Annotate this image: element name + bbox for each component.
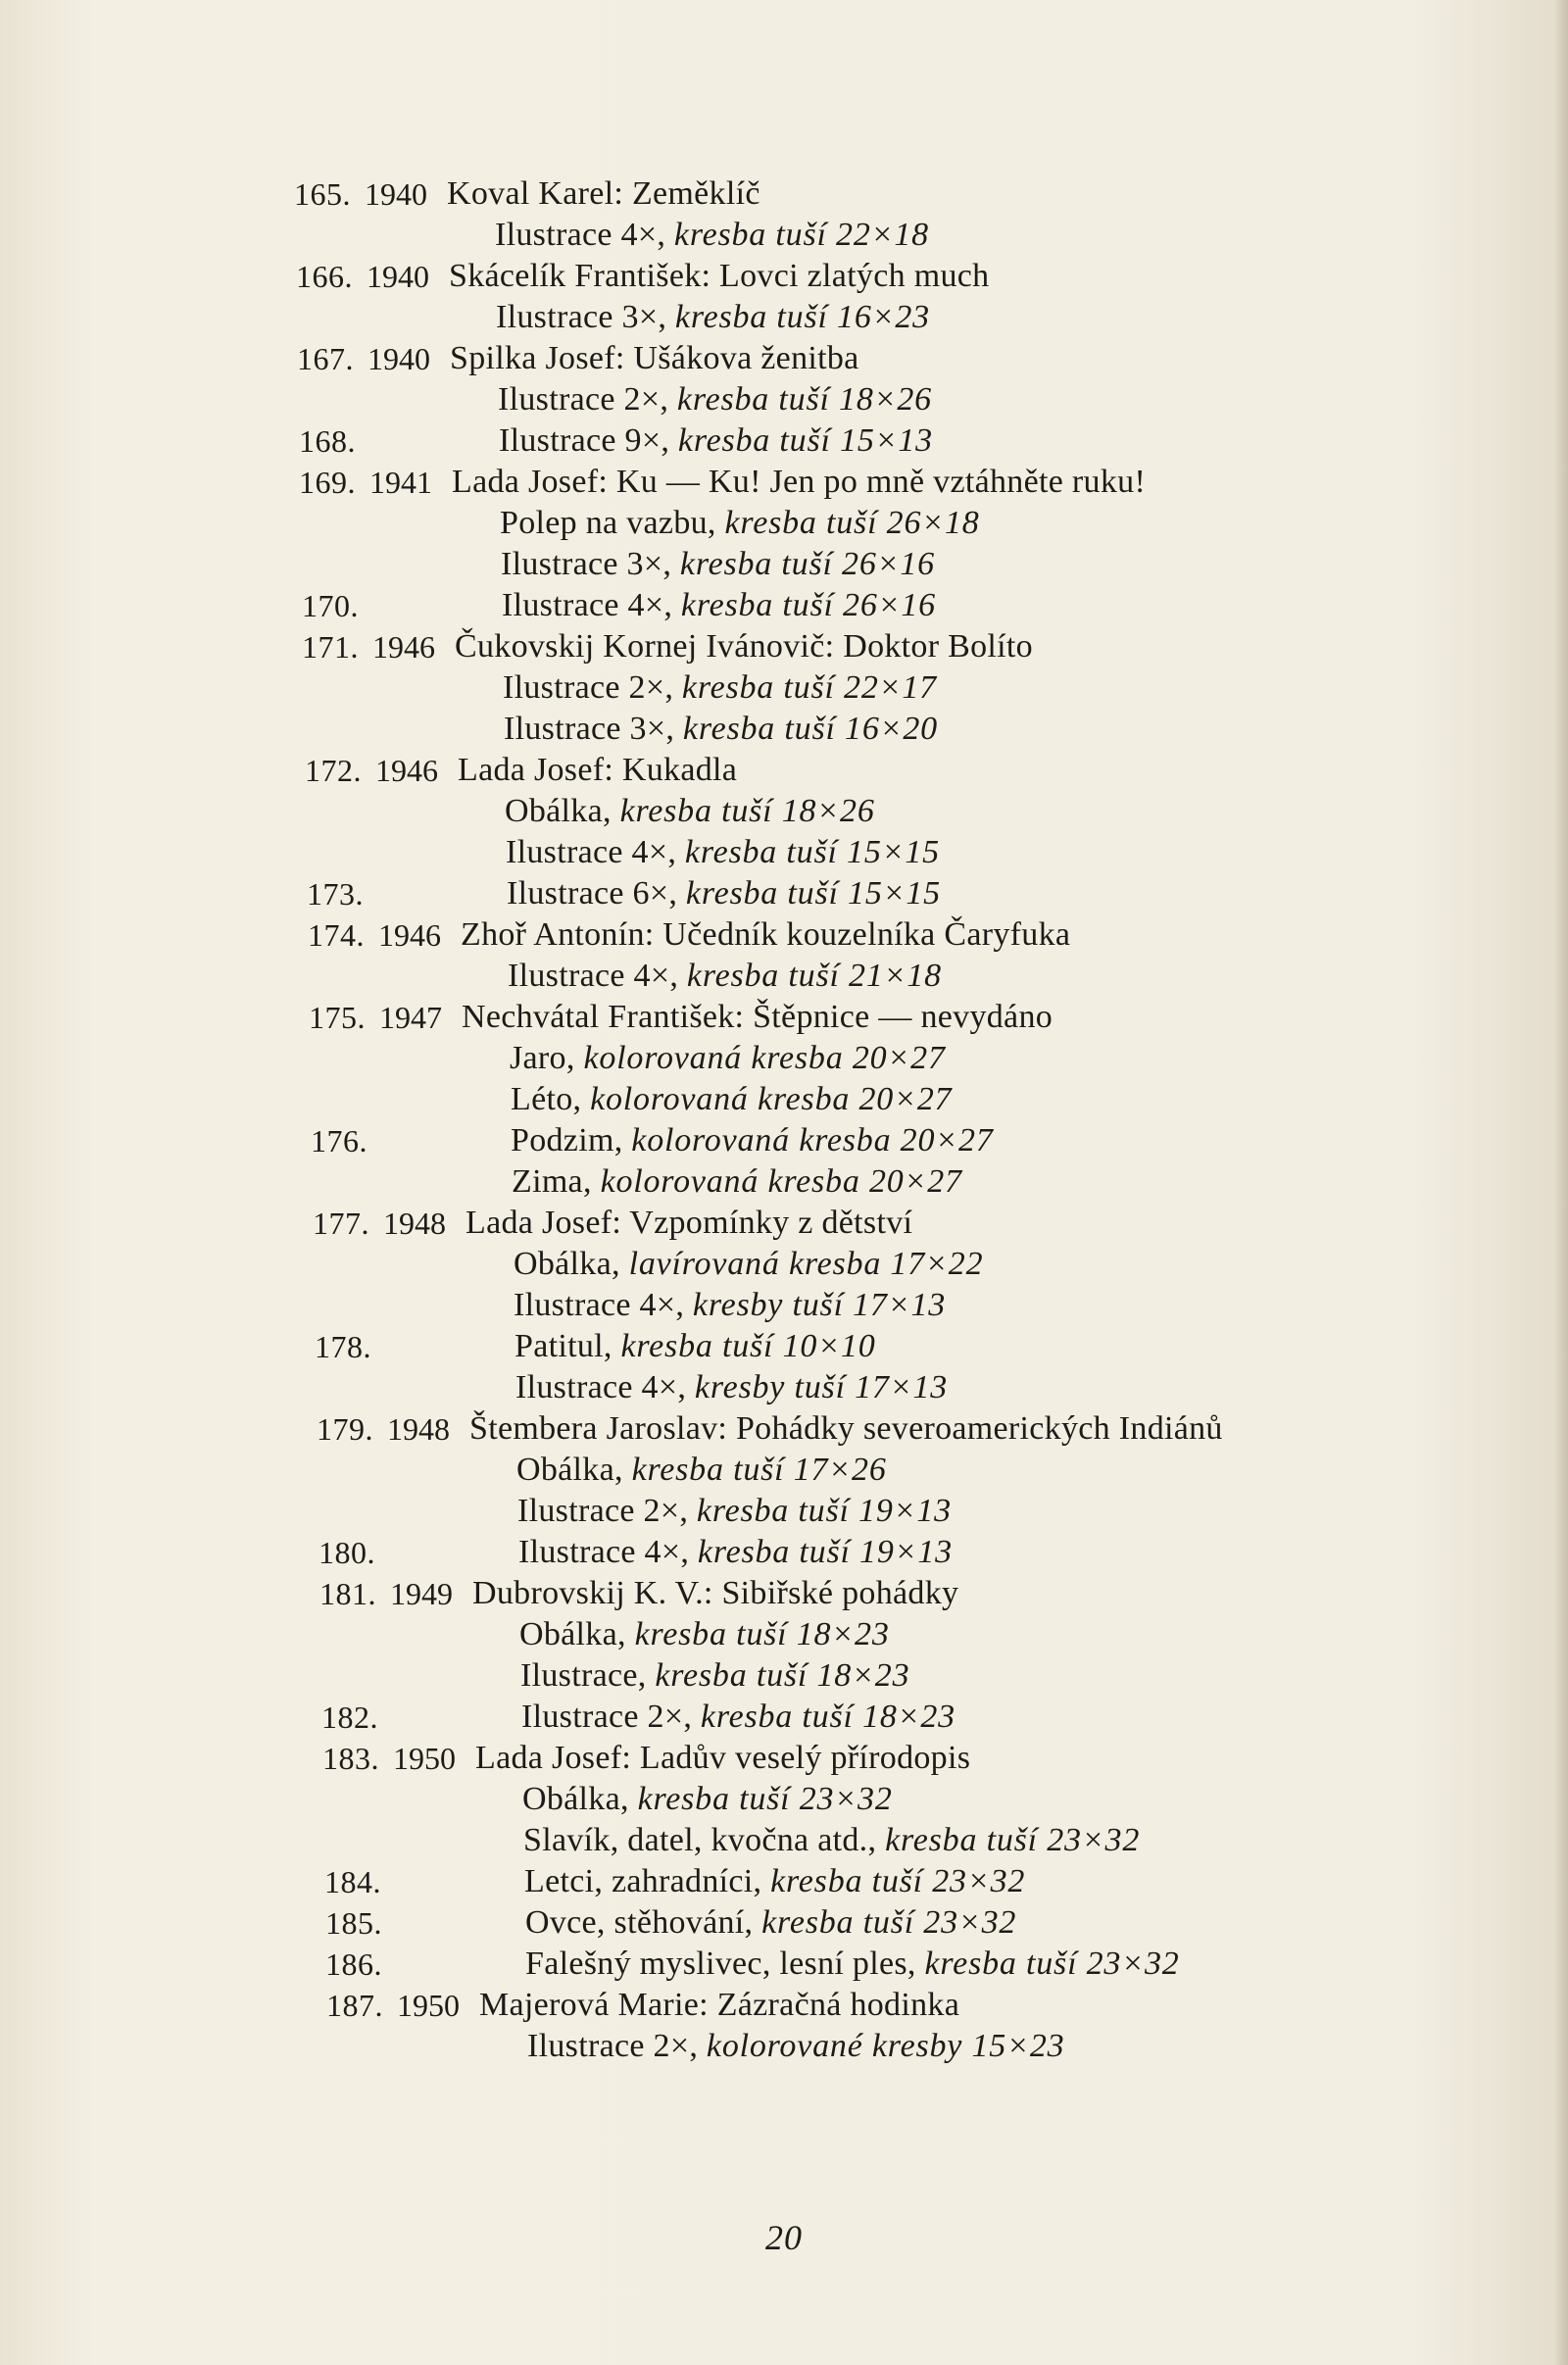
catalog-line xyxy=(0,461,1568,504)
entry-detail xyxy=(514,1284,946,1327)
entry-title xyxy=(450,337,859,380)
catalog-line xyxy=(0,1284,1568,1327)
catalog-line xyxy=(0,1243,1568,1286)
page-number: 20 xyxy=(765,2218,803,2257)
entry-number: 184. xyxy=(324,1864,381,1899)
entry-text: Lada Josef: Ku — Ku! Jen po mně vztáhněte ruku! xyxy=(452,464,1147,500)
entry-text: Štembera Jaroslav: Pohádky severoamerických Indiánů xyxy=(469,1410,1223,1447)
technique-and-size: kresba tuší 23×32 xyxy=(761,1904,1017,1941)
entry-detail xyxy=(498,378,932,421)
technique-and-size: kresba tuší 18×23 xyxy=(655,1657,910,1694)
entry-text: Ovce, stěhování, xyxy=(525,1904,762,1941)
entry-text: Ilustrace 2×, xyxy=(521,1699,701,1735)
entry-detail xyxy=(505,790,875,833)
entry-number: 179. xyxy=(317,1411,373,1447)
technique-and-size: kresba tuší 22×18 xyxy=(673,217,929,253)
entry-text: Zima, xyxy=(512,1163,601,1200)
entry-year: 1946 xyxy=(378,917,441,953)
entry-detail xyxy=(525,1943,1180,1986)
entry-year: 1948 xyxy=(383,1206,446,1241)
catalog-line xyxy=(0,666,1568,710)
entry-text: Lada Josef: Ladův veselý přírodopis xyxy=(475,1740,971,1776)
entry-text: Patitul, xyxy=(514,1328,621,1364)
entry-year: 1940 xyxy=(367,259,429,294)
entry-year: 1950 xyxy=(393,1741,456,1776)
catalog-line xyxy=(0,790,1568,833)
entry-detail xyxy=(527,2025,1064,2068)
entry-text: Lada Josef: Kukadla xyxy=(458,752,738,788)
entry-year: 1941 xyxy=(369,465,432,500)
entry-title xyxy=(458,749,737,792)
entry-year: 1947 xyxy=(379,1000,442,1035)
entry-title xyxy=(452,461,1146,504)
entry-text: Ilustrace 4×, xyxy=(506,834,685,870)
entry-number: 183. xyxy=(322,1741,379,1776)
entry-text: Dubrovskij K. V.: Sibiřské pohádky xyxy=(472,1575,959,1611)
entry-detail xyxy=(514,1325,876,1368)
entry-number: 182. xyxy=(321,1700,378,1735)
entry-text: Podzim, xyxy=(511,1122,632,1158)
technique-and-size: kresba tuší 19×13 xyxy=(696,1493,952,1529)
catalog-line xyxy=(0,1366,1568,1409)
entry-text: Skácelík František: Lovci zlatých much xyxy=(449,258,990,294)
entry-text: Obálka, xyxy=(519,1616,635,1652)
catalog-line xyxy=(0,502,1568,545)
entry-number: 180. xyxy=(318,1535,375,1570)
technique-and-size: kresba tuší 23×32 xyxy=(770,1863,1026,1899)
technique-and-size: kresba tuší 15×15 xyxy=(685,875,941,912)
technique-and-size: kresba tuší 23×32 xyxy=(885,1822,1141,1858)
catalog-line xyxy=(0,1490,1568,1533)
entry-title xyxy=(475,1737,970,1780)
entry-detail xyxy=(502,584,936,627)
entry-title xyxy=(447,172,760,216)
entry-year: 1949 xyxy=(390,1576,453,1611)
catalog-line xyxy=(0,337,1568,380)
entry-text: Ilustrace 2×, xyxy=(498,381,677,418)
entry-title xyxy=(472,1572,958,1615)
entry-text: Ilustrace 2×, xyxy=(503,669,682,706)
technique-and-size: kresba tuší 17×26 xyxy=(631,1452,887,1488)
entry-detail xyxy=(521,1696,956,1739)
catalog-line xyxy=(0,1778,1568,1821)
entry-text: Čukovskij Kornej Ivánovič: Doktor Bolíto xyxy=(455,628,1033,665)
entry-text: Majerová Marie: Zázračná hodinka xyxy=(479,1987,960,2023)
entry-text: Spilka Josef: Ušákova ženitba xyxy=(450,340,859,376)
entry-title xyxy=(466,1202,912,1245)
entry-text: Zhoř Antonín: Učedník kouzelníka Čaryfuka xyxy=(461,916,1071,953)
entry-text: Obálka, xyxy=(516,1452,632,1488)
technique-and-size: kolorované kresby 15×23 xyxy=(706,2028,1065,2064)
technique-and-size: kresba tuší 26×18 xyxy=(724,505,980,541)
entry-text: Ilustrace 4×, xyxy=(502,587,681,623)
entry-number: 166. xyxy=(296,259,353,294)
entry-year: 1946 xyxy=(372,629,435,665)
entry-text: Ilustrace 2×, xyxy=(517,1493,697,1529)
entry-text: Ilustrace 9×, xyxy=(499,422,678,459)
entry-text: Ilustrace 6×, xyxy=(507,875,686,912)
catalog-line xyxy=(0,1819,1568,1862)
entry-detail xyxy=(512,1160,962,1204)
technique-and-size: kolorovaná kresba 20×27 xyxy=(590,1081,953,1117)
technique-and-size: kresba tuší 15×15 xyxy=(684,834,940,870)
catalog-line xyxy=(0,1654,1568,1698)
entry-text: Falešný myslivec, lesní ples, xyxy=(525,1946,925,1982)
entry-detail xyxy=(495,214,929,257)
entry-detail xyxy=(518,1531,953,1574)
entry-text: Ilustrace 2×, xyxy=(527,2028,707,2064)
technique-and-size: kresba tuší 22×17 xyxy=(681,669,937,706)
catalog-line xyxy=(0,296,1568,339)
catalog-line xyxy=(0,1901,1568,1945)
catalog-line xyxy=(0,996,1568,1039)
entry-title xyxy=(469,1407,1223,1451)
entry-year: 1940 xyxy=(368,341,430,376)
entry-text: Slavík, datel, kvočna atd., xyxy=(523,1822,886,1858)
catalog-line xyxy=(0,1037,1568,1080)
entry-text: Ilustrace 3×, xyxy=(496,299,675,335)
entry-detail xyxy=(500,502,980,545)
entry-text: Polep na vazbu, xyxy=(500,505,725,541)
technique-and-size: kresba tuší 23×32 xyxy=(924,1946,1180,1982)
entry-detail xyxy=(508,955,942,998)
technique-and-size: kresba tuší 15×13 xyxy=(677,422,933,459)
entry-title xyxy=(461,913,1070,957)
entry-title xyxy=(455,625,1033,668)
entry-text: Ilustrace, xyxy=(520,1657,656,1694)
technique-and-size: kresba tuší 26×16 xyxy=(679,546,935,582)
entry-detail xyxy=(496,296,930,339)
entry-text: Ilustrace 3×, xyxy=(501,546,680,582)
entry-number: 165. xyxy=(294,176,351,212)
catalog-line xyxy=(0,1407,1568,1451)
entry-number: 185. xyxy=(325,1905,382,1941)
catalog-line xyxy=(0,1078,1568,1121)
entry-number: 173. xyxy=(307,876,364,912)
entry-text: Obálka, xyxy=(514,1246,629,1282)
catalog-line xyxy=(0,872,1568,915)
technique-and-size: kresba tuší 18×26 xyxy=(619,793,875,829)
entry-text: Nechvátal František: Štěpnice — nevydáno xyxy=(462,999,1054,1035)
catalog-line xyxy=(0,1613,1568,1656)
entry-text: Ilustrace 4×, xyxy=(495,217,674,253)
catalog-line xyxy=(0,543,1568,586)
catalog-line xyxy=(0,625,1568,668)
catalog-line xyxy=(0,1696,1568,1739)
technique-and-size: kresba tuší 23×32 xyxy=(637,1781,893,1817)
entry-detail xyxy=(516,1449,887,1492)
entry-text: Letci, zahradníci, xyxy=(524,1863,771,1899)
entry-detail xyxy=(506,831,940,874)
entry-text: Obálka, xyxy=(522,1781,638,1817)
entry-detail xyxy=(520,1654,909,1698)
entry-text: Ilustrace 4×, xyxy=(514,1287,693,1323)
technique-and-size: kresby tuší 17×13 xyxy=(692,1287,947,1323)
catalog-line xyxy=(0,1449,1568,1492)
entry-text: Ilustrace 4×, xyxy=(508,958,687,994)
technique-and-size: kolorovaná kresba 20×27 xyxy=(583,1040,946,1076)
entry-detail xyxy=(515,1366,948,1409)
entry-number: 174. xyxy=(308,917,365,953)
catalog-line xyxy=(0,1202,1568,1245)
technique-and-size: lavírovaná kresba 17×22 xyxy=(628,1246,984,1282)
catalog-line xyxy=(0,1119,1568,1162)
entry-year: 1948 xyxy=(387,1411,450,1447)
entry-text: Ilustrace 3×, xyxy=(504,711,683,747)
entry-detail xyxy=(523,1819,1140,1862)
entry-detail xyxy=(524,1860,1025,1903)
entry-text: Koval Karel: Zeměklíč xyxy=(447,175,760,212)
entry-year: 1940 xyxy=(365,176,427,212)
catalog-line xyxy=(0,378,1568,421)
catalog-line xyxy=(0,214,1568,257)
entry-title xyxy=(479,1984,959,2027)
technique-and-size: kolorovaná kresba 20×27 xyxy=(600,1163,962,1200)
entry-number: 186. xyxy=(325,1946,382,1982)
technique-and-size: kresba tuší 18×23 xyxy=(700,1699,956,1735)
entry-title xyxy=(449,255,989,298)
catalog-line xyxy=(0,1860,1568,1903)
catalog-line xyxy=(0,2025,1568,2068)
technique-and-size: kresba tuší 16×20 xyxy=(682,711,938,747)
entry-detail xyxy=(510,1037,946,1080)
entry-number: 169. xyxy=(299,465,356,500)
entry-text: Obálka, xyxy=(505,793,620,829)
entry-text: Lada Josef: Vzpomínky z dětství xyxy=(466,1205,913,1241)
entry-number: 177. xyxy=(313,1206,369,1241)
entry-detail xyxy=(514,1243,983,1286)
catalog-line xyxy=(0,913,1568,957)
entry-detail xyxy=(504,708,938,751)
entry-text: Léto, xyxy=(511,1081,591,1117)
entry-detail xyxy=(511,1078,952,1121)
catalog-line xyxy=(0,1531,1568,1574)
entry-year: 1946 xyxy=(375,753,438,788)
entry-number: 168. xyxy=(299,423,356,459)
technique-and-size: kresby tuší 17×13 xyxy=(694,1369,949,1405)
catalog-line xyxy=(0,1984,1568,2027)
entry-detail xyxy=(501,543,935,586)
entry-number: 171. xyxy=(302,629,359,665)
technique-and-size: kresba tuší 26×16 xyxy=(680,587,936,623)
technique-and-size: kolorovaná kresba 20×27 xyxy=(631,1122,994,1158)
entry-number: 178. xyxy=(315,1329,371,1364)
entry-detail xyxy=(511,1119,994,1162)
catalog-line xyxy=(0,1160,1568,1204)
catalog-line xyxy=(0,955,1568,998)
entry-number: 170. xyxy=(302,588,359,623)
catalog-line xyxy=(0,1325,1568,1368)
entry-text: Jaro, xyxy=(510,1040,584,1076)
catalog-line xyxy=(0,749,1568,792)
entry-text: Ilustrace 4×, xyxy=(518,1534,698,1570)
entry-number: 187. xyxy=(326,1988,383,2023)
entry-number: 181. xyxy=(319,1576,376,1611)
technique-and-size: kresba tuší 21×18 xyxy=(686,958,942,994)
catalog-line xyxy=(0,584,1568,627)
catalog-line xyxy=(0,172,1568,216)
technique-and-size: kresba tuší 10×10 xyxy=(620,1328,876,1364)
entry-text: Ilustrace 4×, xyxy=(515,1369,695,1405)
entry-detail xyxy=(517,1490,952,1533)
catalog-line xyxy=(0,1943,1568,1986)
entry-number: 175. xyxy=(309,1000,366,1035)
catalog-line xyxy=(0,708,1568,751)
entry-detail xyxy=(503,666,937,710)
catalog-line xyxy=(0,1572,1568,1615)
entry-number: 176. xyxy=(311,1123,368,1158)
entry-detail xyxy=(519,1613,890,1656)
catalog-line xyxy=(0,419,1568,463)
entry-detail xyxy=(507,872,941,915)
catalog-line xyxy=(0,255,1568,298)
entry-year: 1950 xyxy=(397,1988,460,2023)
entry-detail xyxy=(499,419,933,463)
technique-and-size: kresba tuší 19×13 xyxy=(697,1534,953,1570)
technique-and-size: kresba tuší 18×26 xyxy=(676,381,932,418)
entry-number: 172. xyxy=(305,753,362,788)
technique-and-size: kresba tuší 18×23 xyxy=(634,1616,890,1652)
technique-and-size: kresba tuší 16×23 xyxy=(674,299,930,335)
catalog-line xyxy=(0,831,1568,874)
entry-detail xyxy=(522,1778,893,1821)
entry-number: 167. xyxy=(297,341,354,376)
entry-title xyxy=(462,996,1053,1039)
entry-detail xyxy=(525,1901,1016,1945)
catalog-line xyxy=(0,1737,1568,1780)
